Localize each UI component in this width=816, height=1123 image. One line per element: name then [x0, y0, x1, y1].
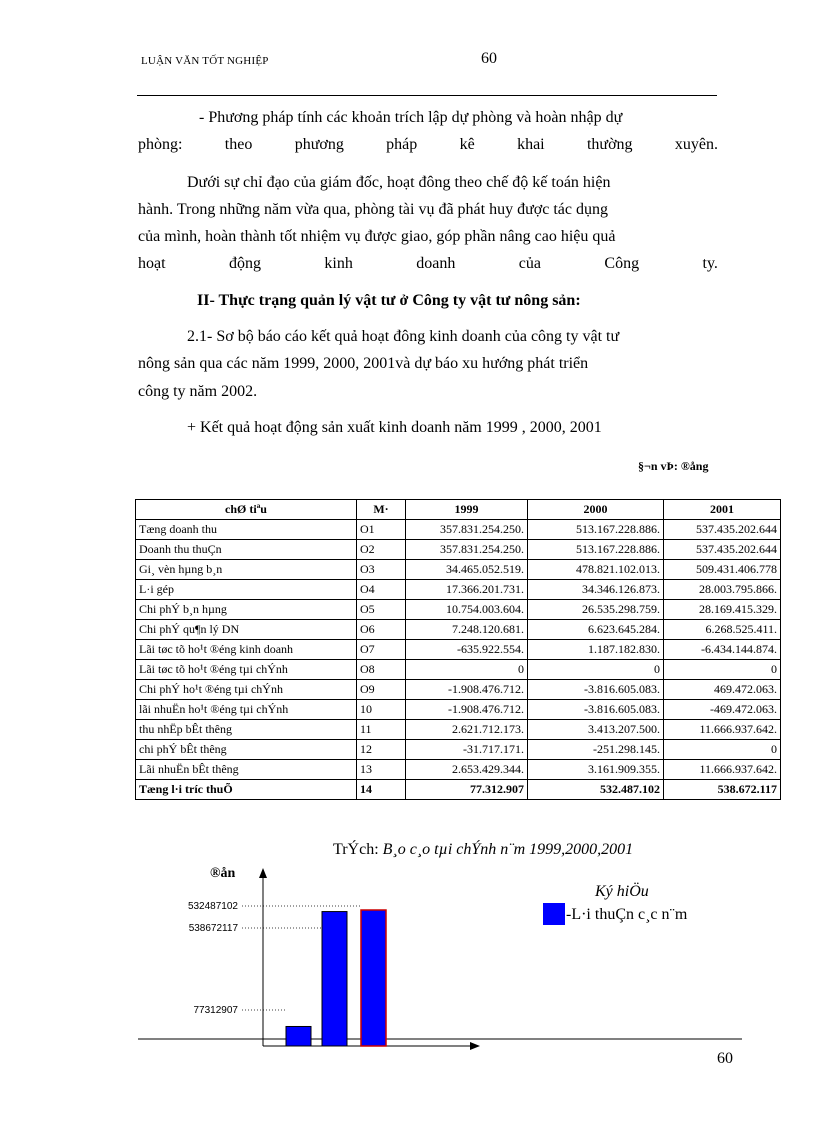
- row-2000: 6.623.645.284.: [528, 620, 664, 640]
- table-row: [136, 640, 781, 660]
- footer-page-number: 60: [717, 1050, 733, 1067]
- results-table: [135, 499, 781, 800]
- row-1999: 2.621.712.173.: [406, 720, 528, 740]
- row-label: lãi nhuËn ho¹t ®éng tµi chÝnh: [136, 700, 357, 720]
- table-row: [136, 660, 781, 680]
- row-label: chi phÝ bÊt thêng: [136, 740, 357, 760]
- legend-swatch: [543, 903, 565, 925]
- row-2001: 469.472.063.: [664, 680, 781, 700]
- row-1999: 2.653.429.344.: [406, 760, 528, 780]
- row-label: Chi phÝ qu¶n lý DN: [136, 620, 357, 640]
- paragraph-2-line-2: hành. Trong những năm vừa qua, phòng tài vụ đã phát huy được tác dụng: [138, 201, 608, 218]
- row-2001: 28.003.795.866.: [664, 580, 781, 600]
- header-1999: 1999: [406, 500, 528, 520]
- table-row: [136, 600, 781, 620]
- legend-title: Ký hiÖu: [595, 883, 649, 900]
- row-2001: 6.268.525.411.: [664, 620, 781, 640]
- paragraph-1-line-2-word: pháp: [386, 136, 418, 153]
- header-rule: [137, 95, 717, 96]
- profit-bar-chart: [130, 860, 750, 1060]
- paragraph-2-line-4-word: của: [518, 255, 541, 272]
- y-tick-label: 77312907: [193, 1005, 238, 1016]
- row-1999: 0: [406, 660, 528, 680]
- table-header-row: [136, 500, 781, 520]
- row-1999: 17.366.201.731.: [406, 580, 528, 600]
- paragraph-1-line-2-word: thường: [586, 136, 633, 153]
- row-code: O5: [357, 600, 406, 620]
- row-1999: 357.831.254.250.: [406, 520, 528, 540]
- table-row: [136, 580, 781, 600]
- paragraph-2-line-4-word: kinh: [324, 255, 353, 272]
- total-label: Tæng l·i tríc thuÕ: [136, 780, 357, 800]
- row-2000: -3.816.605.083.: [528, 700, 664, 720]
- section-heading: II- Thực trạng quản lý vật tư ở Công ty vật tư nông sản:: [197, 292, 581, 309]
- row-code: O7: [357, 640, 406, 660]
- bar-2001: [361, 910, 386, 1046]
- total-2000: 532.487.102: [528, 780, 664, 800]
- paragraph-2-line-4-word: Công: [604, 255, 640, 272]
- paragraph-2-line-4-word: ty.: [702, 255, 718, 272]
- row-2000: 513.167.228.886.: [528, 520, 664, 540]
- row-code: O4: [357, 580, 406, 600]
- row-1999: 7.248.120.681.: [406, 620, 528, 640]
- paragraph-1-line-2-word: phương: [294, 136, 344, 153]
- row-code: O9: [357, 680, 406, 700]
- row-code: 13: [357, 760, 406, 780]
- row-label: Lãi tøc tõ ho¹t ®éng tµi chÝnh: [136, 660, 357, 680]
- header-code: M·: [357, 500, 406, 520]
- unit-label: §¬n vÞ: ®ång: [638, 459, 709, 473]
- row-code: O6: [357, 620, 406, 640]
- row-label: Lãi tøc tõ ho¹t ®éng kinh doanh: [136, 640, 357, 660]
- row-code: 11: [357, 720, 406, 740]
- row-2001: 28.169.415.329.: [664, 600, 781, 620]
- paragraph-2-line-1: Dưới sự chỉ đạo của giám đốc, hoạt đông theo chế độ kế toán hiện: [187, 174, 611, 191]
- row-code: O1: [357, 520, 406, 540]
- table-row: [136, 540, 781, 560]
- paragraph-1-line-2-word: kê: [459, 136, 475, 153]
- table-row: [136, 700, 781, 720]
- row-label: Chi phÝ ho¹t ®éng tµi chÝnh: [136, 680, 357, 700]
- row-1999: 357.831.254.250.: [406, 540, 528, 560]
- row-code: 12: [357, 740, 406, 760]
- header-page-number: 60: [481, 50, 497, 67]
- table-row: [136, 620, 781, 640]
- paragraph-2-line-4-word: động: [228, 255, 261, 272]
- paragraph-3-line-1: 2.1- Sơ bộ báo cáo kết quả hoạt đông kinh doanh của công ty vật tư: [187, 328, 620, 345]
- row-label: Tæng doanh thu: [136, 520, 357, 540]
- paragraph-3-line-3: công ty năm 2002.: [138, 383, 258, 400]
- table-row: [136, 760, 781, 780]
- paragraph-2-line-4: [138, 252, 718, 276]
- header-2001: 2001: [664, 500, 781, 520]
- row-label: thu nhËp bÊt thêng: [136, 720, 357, 740]
- row-2001: -469.472.063.: [664, 700, 781, 720]
- row-2001: -6.434.144.874.: [664, 640, 781, 660]
- table-row: [136, 520, 781, 540]
- total-code: 14: [357, 780, 406, 800]
- paragraph-1-line-1: - Phương pháp tính các khoản trích lập dự phòng và hoàn nhập dự: [199, 109, 623, 126]
- row-2001: 0: [664, 740, 781, 760]
- row-code: 10: [357, 700, 406, 720]
- row-2000: 1.187.182.830.: [528, 640, 664, 660]
- table-row: [136, 740, 781, 760]
- row-2000: 26.535.298.759.: [528, 600, 664, 620]
- header-2000: 2000: [528, 500, 664, 520]
- row-1999: -31.717.171.: [406, 740, 528, 760]
- row-2000: 478.821.102.013.: [528, 560, 664, 580]
- row-1999: 10.754.003.604.: [406, 600, 528, 620]
- row-2000: 3.161.909.355.: [528, 760, 664, 780]
- table-row: [136, 720, 781, 740]
- table-total-row: [136, 780, 781, 800]
- source-prefix: TrÝch:: [333, 841, 383, 858]
- x-axis-arrow: [470, 1042, 480, 1050]
- row-1999: 34.465.052.519.: [406, 560, 528, 580]
- y-tick-label: 538672117: [188, 923, 238, 934]
- row-code: O3: [357, 560, 406, 580]
- row-code: O8: [357, 660, 406, 680]
- row-2000: 513.167.228.886.: [528, 540, 664, 560]
- row-label: Doanh thu thuÇn: [136, 540, 357, 560]
- source-note: [333, 841, 633, 859]
- total-1999: 77.312.907: [406, 780, 528, 800]
- row-2000: -251.298.145.: [528, 740, 664, 760]
- paragraph-1-line-2: [138, 133, 718, 157]
- paragraph-2-line-4-word: hoạt: [138, 255, 166, 272]
- row-1999: -635.922.554.: [406, 640, 528, 660]
- source-text: B¸o c¸o tµi chÝnh n¨m 1999,2000,2001: [382, 841, 634, 858]
- row-2001: 537.435.202.644: [664, 520, 781, 540]
- paragraph-1-line-2-word: xuyên.: [674, 136, 718, 153]
- table-row: [136, 680, 781, 700]
- row-2000: -3.816.605.083.: [528, 680, 664, 700]
- row-label: Lãi nhuËn bÊt thêng: [136, 760, 357, 780]
- legend-label: -L·i thuÇn c¸c n¨m: [566, 906, 688, 923]
- paragraph-2-line-3: của mình, hoàn thành tốt nhiệm vụ được giao, góp phần nâng cao hiệu quả: [138, 228, 616, 245]
- y-axis-arrow: [259, 868, 267, 878]
- results-intro: + Kết quả hoạt động sản xuất kinh doanh năm 1999 , 2000, 2001: [187, 419, 602, 436]
- row-2001: 0: [664, 660, 781, 680]
- results-table-wrap: [135, 499, 781, 800]
- paragraph-2-line-4-word: doanh: [416, 255, 456, 272]
- y-tick-label: 532487102: [187, 901, 238, 912]
- row-label: Chi phÝ b¸n hµng: [136, 600, 357, 620]
- row-2000: 3.413.207.500.: [528, 720, 664, 740]
- row-1999: -1.908.476.712.: [406, 700, 528, 720]
- paragraph-1-line-2-word: khai: [517, 136, 545, 153]
- row-2001: 11.666.937.642.: [664, 720, 781, 740]
- running-header: LUẬN VĂN TỐT NGHIỆP: [141, 55, 269, 67]
- row-2001: 11.666.937.642.: [664, 760, 781, 780]
- paragraph-1-line-2-word: theo: [224, 136, 253, 153]
- row-code: O2: [357, 540, 406, 560]
- row-2000: 0: [528, 660, 664, 680]
- bar-1999: [286, 1026, 311, 1046]
- bar-2000: [322, 912, 347, 1046]
- row-1999: -1.908.476.712.: [406, 680, 528, 700]
- paragraph-3-line-2: nông sản qua các năm 1999, 2000, 2001và dự báo xu hướng phát triển: [138, 355, 589, 372]
- row-label: L·i gép: [136, 580, 357, 600]
- total-2001: 538.672.117: [664, 780, 781, 800]
- row-2001: 537.435.202.644: [664, 540, 781, 560]
- table-row: [136, 560, 781, 580]
- header-indicator: chØ tiªu: [136, 500, 357, 520]
- paragraph-1-line-2-word: phòng:: [138, 136, 183, 153]
- row-label: Gi¸ vèn hµng b¸n: [136, 560, 357, 580]
- row-2001: 509.431.406.778: [664, 560, 781, 580]
- row-2000: 34.346.126.873.: [528, 580, 664, 600]
- chart-y-label: ®ån: [210, 866, 236, 881]
